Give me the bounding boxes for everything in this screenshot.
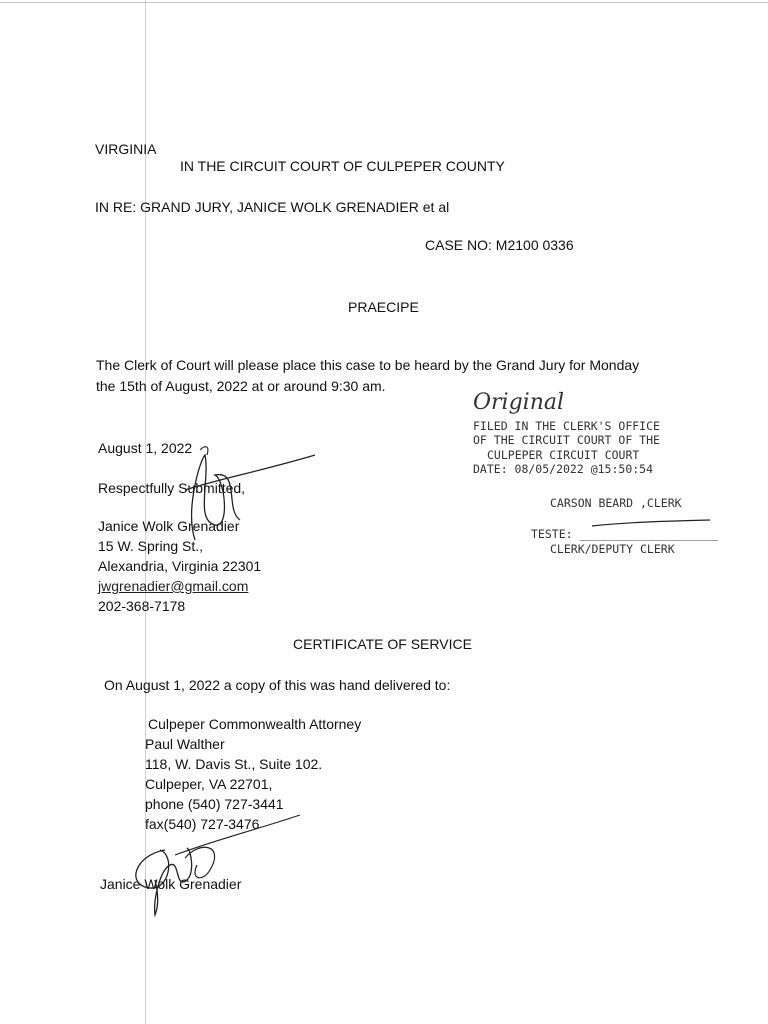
- signer-city: Alexandria, Virginia 22301: [98, 558, 262, 574]
- stamp-handwritten-note: Original: [473, 390, 565, 415]
- stamp-line-3: CULPEPER CIRCUIT COURT: [487, 448, 640, 462]
- recipient-line: Culpeper Commonwealth Attorney: [148, 716, 362, 732]
- body-line-2: the 15th of August, 2022 at or around 9:30 am.: [96, 378, 386, 394]
- stamp-teste: TESTE: ____________________: [531, 527, 718, 541]
- signer-name: Janice Wolk Grenadier: [98, 518, 240, 534]
- handwritten-signature: [155, 440, 325, 550]
- stamp-deputy: CLERK/DEPUTY CLERK: [550, 542, 675, 556]
- stamp-clerk: CARSON BEARD ,CLERK: [550, 496, 682, 510]
- recipient-line: Paul Walther: [145, 736, 225, 752]
- certificate-intro: On August 1, 2022 a copy of this was hand delivered to:: [104, 677, 451, 693]
- stamp-signature-mark: [590, 518, 715, 530]
- in-re-line: IN RE: GRAND JURY, JANICE WOLK GRENADIER et al: [95, 199, 450, 215]
- body-line-1: The Clerk of Court will please place this case to be heard by the Grand Jury for Monday: [96, 357, 640, 373]
- signer-email[interactable]: [98, 578, 248, 595]
- email-link[interactable]: jwgrenadier@gmail.com: [98, 578, 249, 594]
- document-title: PRAECIPE: [348, 299, 419, 315]
- signature-date: August 1, 2022: [98, 440, 193, 456]
- signature-closing: Respectfully Submitted,: [98, 480, 246, 496]
- certificate-signer: Janice Wolk Grenadier: [100, 876, 242, 892]
- court-heading: IN THE CIRCUIT COURT OF CULPEPER COUNTY: [180, 158, 505, 174]
- stamp-line-4: DATE: 08/05/2022 @15:50:54: [473, 462, 654, 476]
- signer-street: 15 W. Spring St.,: [98, 538, 204, 554]
- certificate-title: CERTIFICATE OF SERVICE: [293, 636, 472, 652]
- stamp-line-2: OF THE CIRCUIT COURT OF THE: [473, 433, 660, 447]
- state-heading: VIRGINIA: [95, 141, 157, 157]
- recipient-line: Culpeper, VA 22701,: [145, 776, 273, 792]
- stamp-line-1: FILED IN THE CLERK'S OFFICE: [473, 419, 660, 433]
- scan-top-line: [0, 2, 768, 3]
- handwritten-signature-2: [115, 810, 305, 920]
- recipient-line: phone (540) 727-3441: [145, 796, 284, 812]
- case-number: CASE NO: M2100 0336: [425, 237, 574, 253]
- recipient-line: 118, W. Davis St., Suite 102.: [145, 756, 323, 772]
- recipient-line: fax(540) 727-3476: [145, 816, 260, 832]
- signer-phone: 202-368-7178: [98, 598, 186, 614]
